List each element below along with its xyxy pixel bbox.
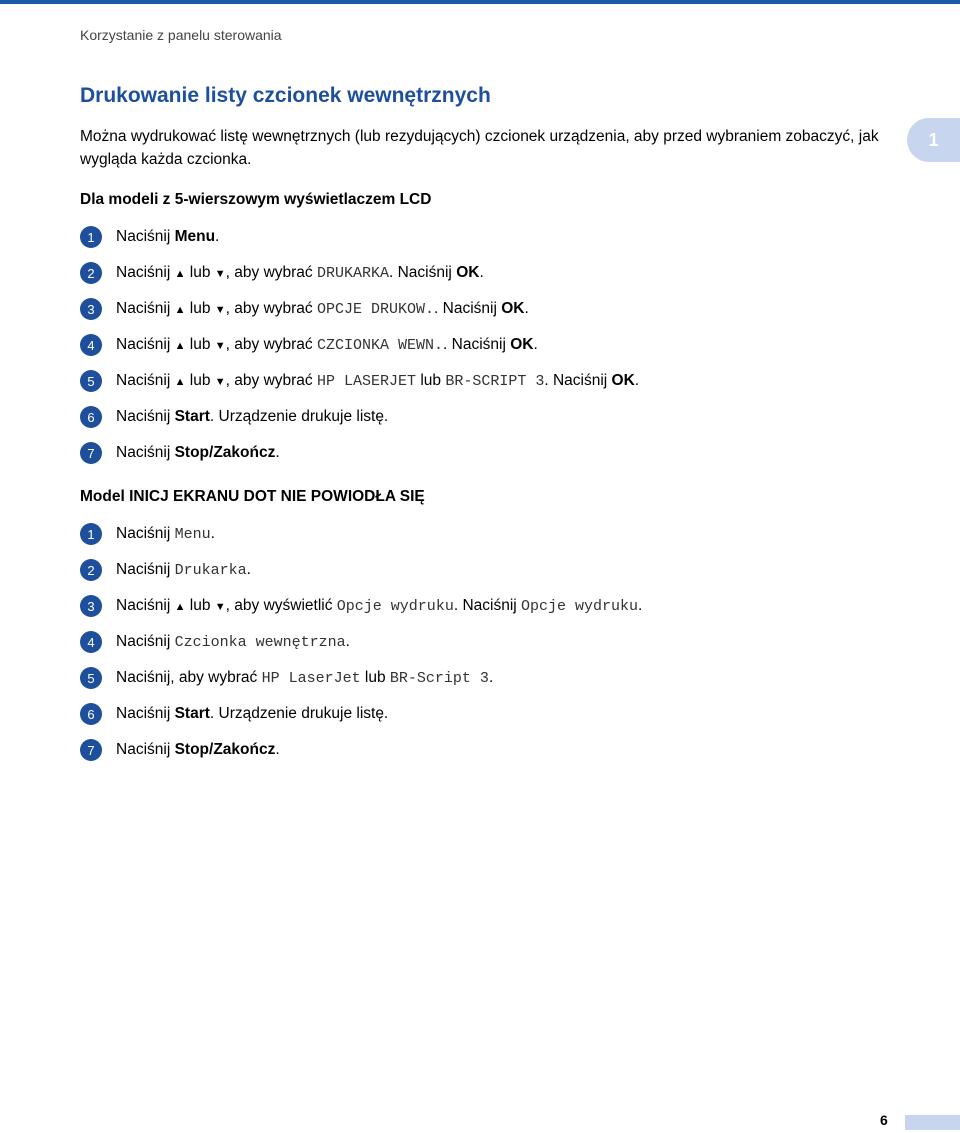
step-text-part: Naciśnij xyxy=(116,336,175,353)
lcd-option: HP LASERJET xyxy=(316,373,417,390)
step-number-badge: 3 xyxy=(80,298,102,320)
step-number-badge: 2 xyxy=(80,559,102,581)
button-name: Start xyxy=(174,705,210,722)
step-text xyxy=(116,525,215,543)
up-arrow-icon: ▲ xyxy=(174,340,186,352)
step-text-part: , aby wybrać xyxy=(225,336,317,353)
step-number-badge: 5 xyxy=(80,667,102,689)
step-text-part: . xyxy=(488,669,494,686)
step-number-badge: 7 xyxy=(80,442,102,464)
step-text-part: Naciśnij xyxy=(116,444,175,461)
step-item xyxy=(80,552,642,588)
down-arrow-icon: ▼ xyxy=(214,376,226,388)
step-text-part: lub xyxy=(360,669,390,686)
step-text-part: . Urządzenie drukuje listę. xyxy=(209,705,389,722)
step-text-part: . xyxy=(638,597,643,614)
step-number-badge: 5 xyxy=(80,370,102,392)
button-name: OK xyxy=(456,264,480,281)
step-text xyxy=(116,705,388,723)
step-number-badge: 2 xyxy=(80,262,102,284)
step-text-part: . Urządzenie drukuje listę. xyxy=(209,408,389,425)
down-arrow-icon: ▼ xyxy=(214,340,226,352)
button-name: Menu xyxy=(174,228,216,245)
page-title: Drukowanie listy czcionek wewnętrznych xyxy=(80,84,491,107)
step-text-part: , aby wybrać xyxy=(225,372,317,389)
step-text xyxy=(116,741,280,759)
step-text-part: Naciśnij xyxy=(116,633,175,650)
step-item xyxy=(80,588,642,624)
step-number-badge: 3 xyxy=(80,595,102,617)
step-item xyxy=(80,516,642,552)
lcd-option: Drukarka xyxy=(174,562,247,579)
step-text-part: lub xyxy=(185,597,215,614)
down-arrow-icon: ▼ xyxy=(214,601,226,613)
step-text-part: Naciśnij xyxy=(116,561,175,578)
step-text xyxy=(116,669,493,687)
step-text-part: Naciśnij xyxy=(116,597,175,614)
step-text-part: . xyxy=(215,228,220,245)
step-item xyxy=(80,327,639,363)
lcd-option: DRUKARKA xyxy=(316,265,389,282)
steps-list-touch xyxy=(80,516,642,768)
step-item xyxy=(80,219,639,255)
step-text-part: . xyxy=(634,372,640,389)
step-text-part: , aby wybrać xyxy=(225,300,317,317)
button-name: Stop/Zakończ xyxy=(174,444,276,461)
top-rule xyxy=(0,0,960,4)
step-item xyxy=(80,624,642,660)
step-text xyxy=(116,264,484,282)
intro-paragraph: Można wydrukować listę wewnętrznych (lub rezydujących) czcionek urządzenia, aby przed wybraniem zobaczyć, jak wygląda każda czcionka. xyxy=(80,128,879,168)
step-number-badge: 6 xyxy=(80,703,102,725)
step-text-part: . xyxy=(533,336,538,353)
chapter-tab: 1 xyxy=(907,118,960,162)
step-text-part: Naciśnij xyxy=(116,228,175,245)
step-text-part: Naciśnij xyxy=(116,705,175,722)
step-text xyxy=(116,372,639,390)
button-name: Start xyxy=(174,408,210,425)
step-item xyxy=(80,255,639,291)
up-arrow-icon: ▲ xyxy=(174,601,186,613)
lcd-option: CZCIONKA WEWN. xyxy=(316,337,444,354)
step-text-part: . Naciśnij xyxy=(544,372,612,389)
page-number: 6 xyxy=(880,1112,888,1128)
lcd-option: Czcionka wewnętrzna xyxy=(174,634,346,651)
step-text-part: . xyxy=(345,633,350,650)
step-number-badge: 1 xyxy=(80,523,102,545)
section-heading-touch: Model INICJ EKRANU DOT NIE POWIODŁA SIĘ xyxy=(80,488,425,505)
step-text xyxy=(116,444,280,462)
step-text-part: . Naciśnij xyxy=(453,597,522,614)
step-text-part: . xyxy=(246,561,251,578)
step-text-part: lub xyxy=(416,372,446,389)
step-text-part: Naciśnij, aby wybrać xyxy=(116,669,262,686)
button-name: OK xyxy=(501,300,525,317)
step-number-badge: 4 xyxy=(80,334,102,356)
button-name: OK xyxy=(510,336,534,353)
step-text-part: . xyxy=(275,444,280,461)
step-text xyxy=(116,633,350,651)
step-text-part: lub xyxy=(185,372,215,389)
step-text xyxy=(116,561,251,579)
running-header: Korzystanie z panelu sterowania xyxy=(80,27,282,43)
down-arrow-icon: ▼ xyxy=(214,304,226,316)
step-item xyxy=(80,291,639,327)
step-text xyxy=(116,336,538,354)
step-item xyxy=(80,363,639,399)
lcd-option: BR-SCRIPT 3 xyxy=(445,373,545,390)
step-text-part: Naciśnij xyxy=(116,408,175,425)
step-item xyxy=(80,435,639,471)
step-item xyxy=(80,399,639,435)
up-arrow-icon: ▲ xyxy=(174,376,186,388)
step-number-badge: 1 xyxy=(80,226,102,248)
step-text-part: Naciśnij xyxy=(116,741,175,758)
lcd-option: BR-Script 3 xyxy=(389,670,489,687)
lcd-option: HP LaserJet xyxy=(261,670,361,687)
lcd-option: Menu xyxy=(174,526,211,543)
lcd-option: OPCJE DRUKOW. xyxy=(316,301,435,318)
steps-list-lcd xyxy=(80,219,639,471)
step-text-part: . xyxy=(210,525,215,542)
step-item xyxy=(80,696,642,732)
step-text-part: Naciśnij xyxy=(116,525,175,542)
button-name: OK xyxy=(611,372,635,389)
down-arrow-icon: ▼ xyxy=(214,268,226,280)
step-text-part: , aby wyświetlić xyxy=(225,597,337,614)
step-text xyxy=(116,228,219,246)
step-text-part: . Naciśnij xyxy=(443,336,511,353)
up-arrow-icon: ▲ xyxy=(174,268,186,280)
lcd-option: Opcje wydruku xyxy=(521,598,639,615)
step-text-part: . xyxy=(524,300,529,317)
step-text-part: lub xyxy=(185,300,215,317)
step-item xyxy=(80,732,642,768)
button-name: Stop/Zakończ xyxy=(174,741,276,758)
section-heading-lcd: Dla modeli z 5-wierszowym wyświetlaczem LCD xyxy=(80,191,432,208)
step-text-part: lub xyxy=(185,264,215,281)
step-text-part: Naciśnij xyxy=(116,264,175,281)
step-text xyxy=(116,408,388,426)
step-text-part: . Naciśnij xyxy=(434,300,502,317)
step-text-part: . xyxy=(275,741,280,758)
step-text-part: Naciśnij xyxy=(116,372,175,389)
up-arrow-icon: ▲ xyxy=(174,304,186,316)
step-number-badge: 6 xyxy=(80,406,102,428)
step-text-part: . xyxy=(479,264,484,281)
step-text-part: lub xyxy=(185,336,215,353)
step-number-badge: 7 xyxy=(80,739,102,761)
step-text xyxy=(116,300,529,318)
step-text xyxy=(116,597,642,615)
lcd-option: Opcje wydruku xyxy=(336,598,454,615)
step-item xyxy=(80,660,642,696)
page-tab xyxy=(905,1115,960,1130)
step-number-badge: 4 xyxy=(80,631,102,653)
step-text-part: , aby wybrać xyxy=(225,264,317,281)
step-text-part: . Naciśnij xyxy=(389,264,457,281)
step-text-part: Naciśnij xyxy=(116,300,175,317)
